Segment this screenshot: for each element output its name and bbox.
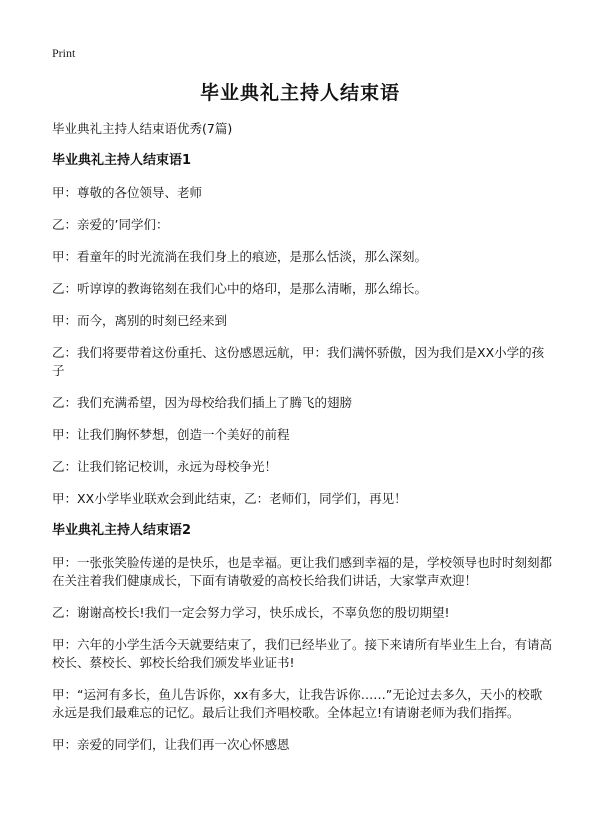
section-heading: 毕业典礼主持人结束语1 <box>52 153 192 168</box>
section-2 <box>52 522 552 754</box>
paragraph: 甲：亲爱的同学们，让我们再一次心怀感恩 <box>52 737 290 752</box>
paragraph: 乙：我们将要带着这份重托、这份感恩远航，甲：我们满怀骄傲，因为我们是XX小学的孩子 <box>52 345 545 378</box>
print-link[interactable]: Print <box>52 46 76 60</box>
page-title: 毕业典礼主持人结束语 <box>199 82 400 104</box>
paragraph: 甲：让我们胸怀梦想，创造一个美好的前程 <box>52 427 290 442</box>
paragraph: 甲：六年的小学生活今天就要结束了，我们已经毕业了。接下来请所有毕业生上台，有请高校长、蔡校长、郭校长给我们颁发毕业证书! <box>52 637 553 670</box>
section-heading: 毕业典礼主持人结束语2 <box>52 523 192 538</box>
paragraph: 甲：“运河有多长，鱼儿告诉你，xx有多大，让我告诉你……”无论过去多久，天小的校歌永远是我们最难忘的记忆。最后让我们齐唱校歌。全体起立!有请谢老师为我们指挥。 <box>52 687 543 720</box>
paragraph: 乙：我们充满希望，因为母校给我们插上了腾飞的翅膀 <box>52 395 353 410</box>
paragraph: 乙：听谆谆的教诲铭刻在我们心中的烙印，是那么清晰，那么绵长。 <box>52 281 428 296</box>
section-1 <box>52 152 552 508</box>
paragraph: 甲：XX小学毕业联欢会到此结束，乙：老师们，同学们，再见！ <box>52 491 407 506</box>
document-subtitle: 毕业典礼主持人结束语优秀(7篇) <box>52 121 233 136</box>
paragraph: 甲：一张张笑脸传递的是快乐，也是幸福。更让我们感到幸福的是，学校领导也时时刻刻都在关注着我们健康成长，下面有请敬爱的高校长给我们讲话，大家掌声欢迎！ <box>52 555 553 588</box>
paragraph: 甲：尊敬的各位领导、老师 <box>52 185 203 200</box>
paragraph: 甲：而今，离别的时刻已经来到 <box>52 313 228 328</box>
document-body <box>52 120 552 768</box>
paragraph: 乙：亲爱的’同学们： <box>52 217 169 232</box>
paragraph: 甲：看童年的时光流淌在我们身上的痕迹，是那么恬淡，那么深刻。 <box>52 249 428 264</box>
paragraph: 乙：谢谢高校长!我们一定会努力学习，快乐成长，不辜负您的殷切期望! <box>52 605 450 620</box>
paragraph: 乙：让我们铭记校训，永远为母校争光！ <box>52 459 278 474</box>
